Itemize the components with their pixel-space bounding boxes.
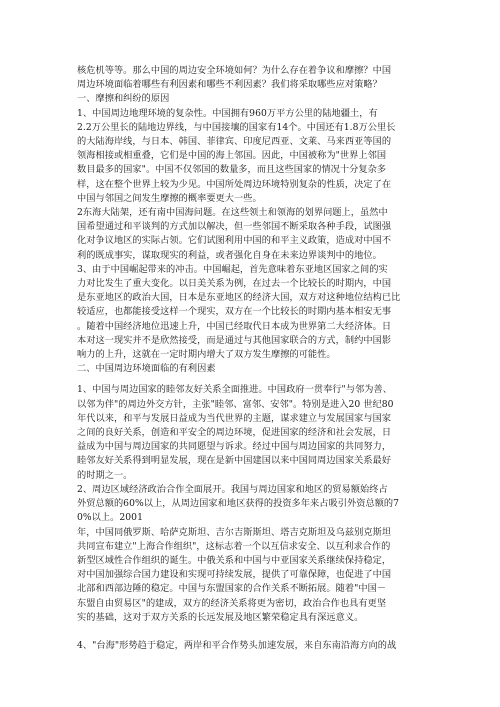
body-text-line: 睦邻友好关系得到明显发展，现在是新中国建国以来中国同周边国家关系最好 bbox=[77, 455, 392, 467]
body-text-line: 新型区域性合作组织的诞生。中俄关系和中国与中亚国家关系继续保持稳定， bbox=[77, 554, 392, 566]
body-text-line: 1、中国与周边国家的睦邻友好关系全面推进。中国政府一贯奉行"与邻为善、 bbox=[77, 384, 393, 396]
body-text-line: 之间的良好关系，创造和平安全的周边环境，促进国家的经济和社会发展，日 bbox=[77, 427, 392, 439]
body-text-line: 2.2万公里长的陆地边界线，与中国接壤的国家有14个。中国还有1.8万公里长 bbox=[77, 121, 396, 133]
body-text-line: 的大陆海岸线，与日本、韩国、菲律宾、印度尼西亚、文莱、马来西亚等国的 bbox=[77, 136, 392, 148]
body-text-line: 数目最多的国家"。中国不仅邻国的数量多，而且这些国家的情况十分复杂多 bbox=[77, 164, 387, 176]
body-text-line: 本对这一现实并不是欣然接受，而是通过与其他国家联合的方式，制约中国影 bbox=[77, 334, 392, 346]
section-heading: 二、中国周边环境面临的有利因素 bbox=[77, 363, 216, 375]
body-text-line: 样，这在整个世界上较为少见。中国所处周边环境特别复杂的性质，决定了在 bbox=[77, 178, 392, 190]
body-text-line: 核危机等等。那么中国的周边安全环境如何？为什么存在着争议和摩擦？中国 bbox=[77, 65, 392, 76]
body-text-line: 力对比发生了重大变化。以日美关系为例，在过去一个比较长的时期内，中国 bbox=[77, 278, 392, 290]
body-text-line: 4、"台海"形势趋于稳定，两岸和平合作势头加速发展，来自东南沿海方向的战 bbox=[77, 639, 397, 651]
body-text-line: 领海相接或相重叠，它们是中国的海上邻国。因此，中国被称为"世界上邻国 bbox=[77, 150, 387, 162]
body-text-line: 0%以上。2001 bbox=[77, 512, 143, 524]
body-text-line: 较适应，也都能接受这样一个现实，双方在一个比较长的时期内基本相安无事 bbox=[77, 306, 392, 318]
body-text-line: 对中国加强综合国力建设和实现可持续发展，提供了可靠保障，也促进了中国 bbox=[77, 569, 392, 581]
body-text-line: 。随着中国经济地位迅速上升，中国已经取代日本成为世界第二大经济体。日 bbox=[77, 320, 392, 332]
body-text-line: 年，中国同俄罗斯、哈萨克斯坦、吉尔吉斯斯坦、塔吉克斯坦及乌兹别克斯坦 bbox=[77, 526, 392, 538]
body-text-line: 东盟自由贸易区"的建成，双方的经济关系将更为密切，政治合作也具有更坚 bbox=[77, 597, 387, 609]
body-text-line: 是东亚地区的政治大国，日本是东亚地区的经济大国，双方对这种地位结构已比 bbox=[77, 292, 401, 304]
body-text-line: 共同宣布建立"上海合作组织"，这标志着一个以互信求安全、以互利求合作的 bbox=[77, 540, 391, 552]
body-text-line: 3、由于中国崛起带来的冲击。中国崛起，首先意味着东亚地区国家之间的实 bbox=[77, 263, 388, 275]
body-text-line: 实的基础，这对于双方关系的长远发展及地区繁荣稳定具有深远意义。 bbox=[77, 611, 364, 623]
body-text-line: 北部和西部边陲的稳定。中国与东盟国家的合作关系不断拓展。随着"中国－ bbox=[77, 583, 387, 595]
section-heading: 一、摩擦和纠纷的原因 bbox=[77, 93, 170, 105]
body-text-line: 年代以来，和平与发展日益成为当代世界的主题，谋求建立与发展国家与国家 bbox=[77, 412, 392, 424]
body-text-line: 响力的上升，这就在一定时期内增大了双方发生摩擦的可能性。 bbox=[77, 349, 336, 361]
body-text-line: 的时期之一。 bbox=[77, 469, 133, 481]
body-text-line: 以邻为伴"的周边外交方针，主张"睦邻、富邻、安邻"。特别是进入20 世纪80 bbox=[77, 398, 394, 410]
body-text-line: 益成为中国与周边国家的共同愿望与诉求。经过中国与周边国家的共同努力， bbox=[77, 441, 392, 453]
body-text-line: 国希望通过和平谈判的方式加以解决，但一些邻国不断采取各种手段，试图强 bbox=[77, 221, 392, 233]
body-text-line: 中国与邻国之间发生摩擦的概率要更大一些。 bbox=[77, 192, 262, 204]
body-text-line: 1、中国周边地理环境的复杂性。中国拥有960万平方公里的陆地疆土，有 bbox=[77, 107, 378, 119]
body-text-line: 周边环境面临着哪些有利因素和哪些不利因素？我们将采取哪些应对策略？ bbox=[77, 79, 382, 91]
paragraph-gap bbox=[77, 625, 434, 639]
body-text-line: 外贸总额的60%以上，从周边国家和地区获得的投资多年来占吸引外资总额的7 bbox=[77, 498, 400, 510]
body-text-line: 2、周边区域经济政治合作全面展开。我国与周边国家和地区的贸易额始终占 bbox=[77, 483, 388, 495]
body-text-line: 2东海大陆架，还有南中国海问题。在这些领土和领海的划界问题上，虽然中 bbox=[77, 207, 388, 219]
paragraph-gap bbox=[77, 376, 434, 383]
body-text-line: 利的既成事实，谋取现实的利益，或者强化自身在未来边界谈判中的地位。 bbox=[77, 249, 382, 261]
body-text-line: 化对争议地区的实际占领。它们试图利用中国的和平主义政策，造成对中国不 bbox=[77, 235, 392, 247]
